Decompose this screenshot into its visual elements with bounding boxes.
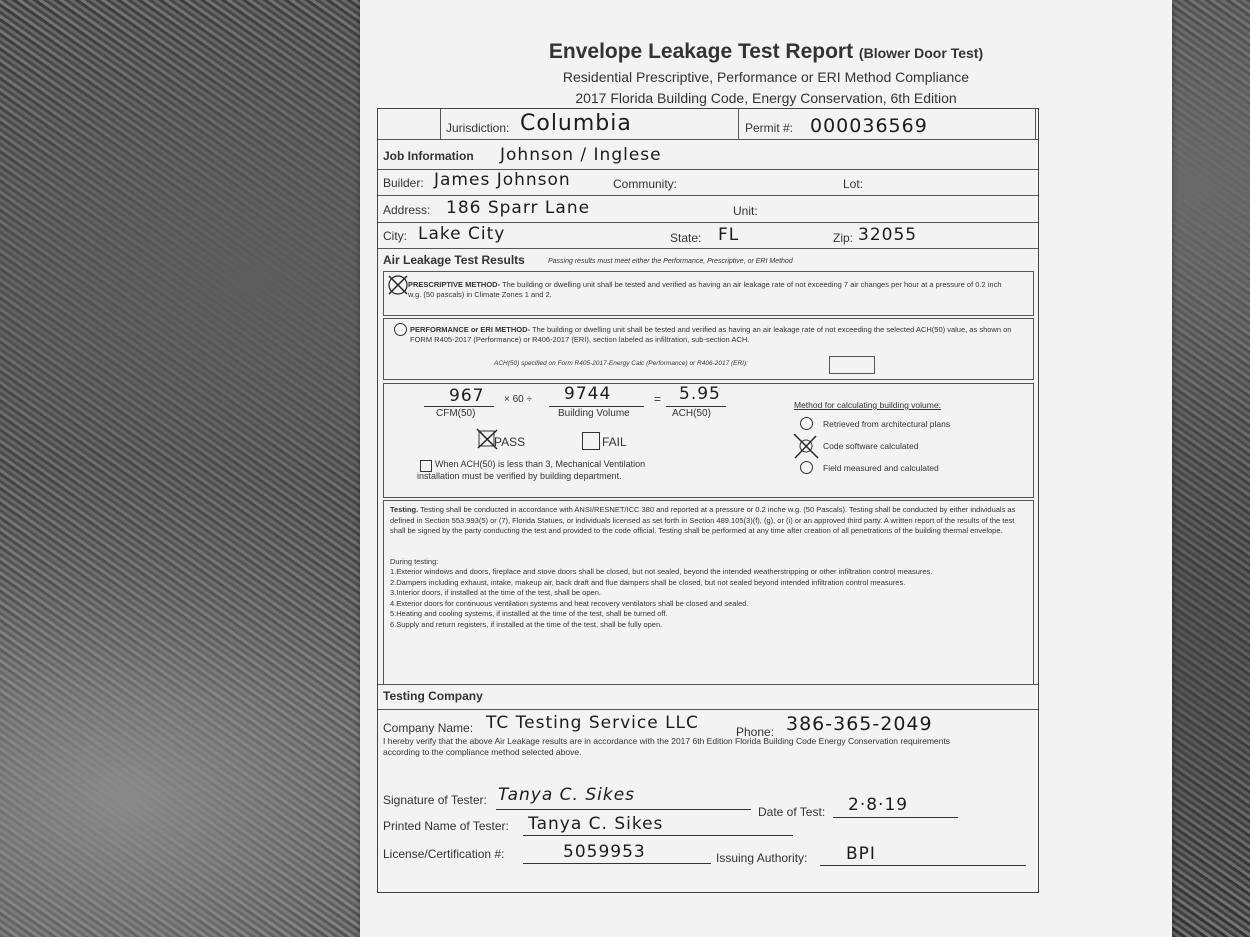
performance-text: PERFORMANCE or ERI METHOD- The building or dwelling unit shall be tested and verified as having an air leakage rate of not exceeding the selected ACH(50) value, as shown on FORM R405-2017 (Performance) or R406-2017 (ERI), section labeled as infiltration, sub-section ACH. xyxy=(410,325,1012,344)
unit-label: Unit: xyxy=(733,204,758,218)
calc-box xyxy=(383,383,1034,498)
ach-value: 5.95 xyxy=(679,384,721,404)
license-value: 5059953 xyxy=(563,842,646,862)
testing-item-5: 5.Heating and cooling systems, if installed at the time of the test, shall be turned off. xyxy=(390,609,668,618)
company-name-label: Company Name: xyxy=(383,721,474,735)
jurisdiction-value: Columbia xyxy=(520,111,632,136)
equals: = xyxy=(654,392,662,406)
fail-label: FAIL xyxy=(602,435,627,449)
times60: × 60 ÷ xyxy=(504,394,533,405)
performance-radio[interactable] xyxy=(394,323,407,336)
method-option-2: Code software calculated xyxy=(823,441,919,451)
jurisdiction-label: Jurisdiction: xyxy=(446,121,510,135)
report-title-suffix: (Blower Door Test) xyxy=(858,45,984,61)
ach-label: ACH(50) xyxy=(672,408,711,419)
performance-box xyxy=(383,318,1034,380)
volume-label: Building Volume xyxy=(558,408,630,419)
report-subtitle-2: 2017 Florida Building Code, Energy Conservation, 6th Edition xyxy=(575,90,957,106)
testing-items xyxy=(390,567,1026,630)
license-underline xyxy=(523,863,711,864)
address-row xyxy=(378,195,1038,223)
pass-label: PASS xyxy=(494,435,526,449)
company-name-value: TC Testing Service LLC xyxy=(486,713,699,733)
during-testing: During testing: xyxy=(390,557,439,566)
signature-value: Tanya C. Sikes xyxy=(498,785,636,805)
permit-label: Permit #: xyxy=(745,121,794,135)
method-option-1-radio[interactable] xyxy=(800,417,813,430)
testing-item-2: 2.Dampers including exhaust, intake, makeup air, back draft and flue dampers shall be closed, but not sealed beyond intended infiltration control measures. xyxy=(390,577,906,587)
authority-label: Issuing Authority: xyxy=(716,851,808,865)
state-label: State: xyxy=(670,231,702,245)
report-paper xyxy=(360,0,1172,937)
verify-text: I hereby verify that the above Air Leakage results are in accordance with the 2017 6th Edition Florida Building Code Energy Conservation requirements according to the compliance method selected above. xyxy=(383,736,950,757)
printed-name-value: Tanya C. Sikes xyxy=(528,814,664,834)
prescriptive-checked-icon xyxy=(387,274,409,296)
job-value: Johnson / Inglese xyxy=(500,145,662,165)
testing-company-title: Testing Company xyxy=(383,689,483,703)
builder-label: Builder: xyxy=(383,176,424,190)
volume-underline xyxy=(549,406,644,407)
volume-value: 9744 xyxy=(564,384,612,404)
date-label: Date of Test: xyxy=(758,805,826,819)
city-label: City: xyxy=(383,229,407,243)
report-title: Envelope Leakage Test Report (Blower Door Test) xyxy=(548,40,984,63)
cfm-label: CFM(50) xyxy=(436,408,476,419)
cfm-value: 967 xyxy=(449,386,485,406)
testing-company-row xyxy=(378,684,1038,710)
lot-label: Lot: xyxy=(843,177,864,191)
prescriptive-text: PRESCRIPTIVE METHOD- The building or dwelling unit shall be tested and verified as having an air leakage rate of not exceeding 7 air changes per hour at a pressure of 0.2 inch w.g. (50 pascals) in Climate Zones 1 and 2. xyxy=(408,280,1002,299)
method-option-3: Field measured and calculated xyxy=(823,463,939,473)
results-header-row xyxy=(378,248,1038,273)
signature-label: Signature of Tester: xyxy=(383,793,487,807)
permit-value: 000036569 xyxy=(810,115,928,137)
fail-checkbox[interactable] xyxy=(582,432,600,450)
printed-name-underline xyxy=(523,835,793,836)
method-option-3-radio[interactable] xyxy=(800,461,813,474)
authority-value: BPI xyxy=(846,844,876,864)
state-value: FL xyxy=(718,225,740,245)
testing-intro: Testing. Testing shall be conducted in accordance with ANSI/RESNET/ICC 380 and reported at a pressure or 0.2 inche w.g. (50 Pascals). Testing shall be conducted by either individuals as defined in Section 553.993(5) or (7), Florida Statues, or individuals licensed as set forth in Section 489.105(3)(f), (g), or (i) or an approved third party. A written report of the results of the test shall be signed by the party conducting the test and provided to the code official. Testing shall be performed at any time after creation of all penetrations of the building thermal envelope. xyxy=(390,505,1016,535)
report-subtitle-1: Residential Prescriptive, Performance or ERI Method Compliance xyxy=(562,69,970,85)
method-title: Method for calculating building volume: xyxy=(794,400,941,410)
testing-item-3: 3.Interior doors, if installed at the time of the test, shall be open. xyxy=(390,588,601,597)
job-row xyxy=(378,139,1038,170)
builder-row xyxy=(378,169,1038,196)
mech-vent-text-1: When ACH(50) is less than 3, Mechanical Ventilation xyxy=(435,459,646,469)
method-option-2-checked-icon[interactable] xyxy=(792,434,820,460)
testing-box xyxy=(383,500,1034,685)
community-label: Community: xyxy=(613,177,678,191)
city-row xyxy=(378,222,1038,249)
testing-item-4: 4.Exterior doors for continuous ventilation systems and heat recovery ventilators shall be closed and sealed. xyxy=(390,598,749,608)
results-note: Passing results must meet either the Performance, Prescriptive, or ERI Method xyxy=(548,258,793,265)
testing-item-6: 6.Supply and return registers, if installed at the time of the test, shall be fully open. xyxy=(390,619,663,629)
ach-underline xyxy=(666,406,726,407)
date-underline xyxy=(833,817,958,818)
address-label: Address: xyxy=(383,203,431,217)
testing-item-1: 1.Exterior windows and doors, fireplace and stove doors shall be closed, but not sealed, beyond the intended weatherstripping or other infiltration control measures. xyxy=(390,567,933,576)
prescriptive-box xyxy=(383,271,1034,316)
signature-underline xyxy=(496,809,751,810)
jurisdiction-row xyxy=(378,109,1038,140)
license-label: License/Certification #: xyxy=(383,847,505,861)
builder-value: James Johnson xyxy=(434,170,571,190)
cfm-underline xyxy=(424,406,494,407)
address-value: 186 Sparr Lane xyxy=(446,198,591,218)
jurisdiction-divider xyxy=(738,109,739,139)
ach-specified-input[interactable] xyxy=(829,356,875,374)
phone-label: Phone: xyxy=(736,725,775,739)
zip-label: Zip: xyxy=(833,231,854,245)
city-value: Lake City xyxy=(418,224,506,244)
method-option-1: Retrieved from architectural plans xyxy=(823,419,951,429)
form-body xyxy=(377,108,1039,893)
printed-name-label: Printed Name of Tester: xyxy=(383,819,509,833)
zip-value: 32055 xyxy=(858,225,918,245)
ach-specified-label: ACH(50) specified on Form R405-2017-Energy Calc (Performance) or R406-2017 (ERI): xyxy=(494,360,748,367)
results-title: Air Leakage Test Results xyxy=(383,253,525,267)
date-value: 2·8·19 xyxy=(848,795,909,815)
phone-value: 386-365-2049 xyxy=(786,713,933,735)
job-label: Job Information xyxy=(383,149,474,163)
authority-underline xyxy=(820,865,1026,866)
mech-vent-text-2: installation must be verified by building department. xyxy=(417,471,622,481)
